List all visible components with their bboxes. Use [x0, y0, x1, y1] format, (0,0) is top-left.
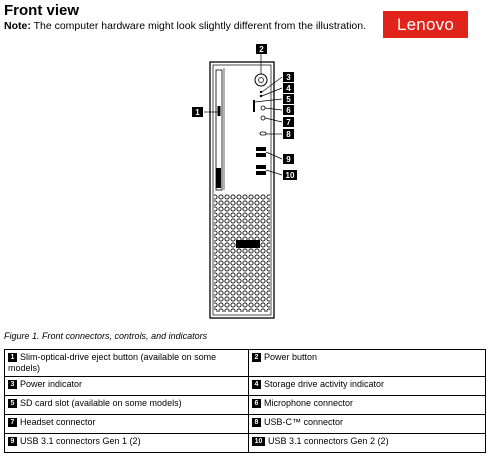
svg-text:10: 10: [285, 171, 295, 180]
connector-label: USB 3.1 connectors Gen 1 (2): [20, 436, 141, 446]
callout-number-badge: 5: [8, 399, 17, 408]
table-row: [5, 434, 486, 453]
callout-number-badge: 9: [8, 437, 17, 446]
svg-text:8: 8: [286, 130, 291, 139]
figure-caption: Figure 1. Front connectors, controls, and indicators: [4, 331, 208, 341]
page-title: Front view: [4, 2, 80, 19]
computer-front-svg: [170, 44, 310, 324]
usb-gen2-port-a: [256, 165, 266, 169]
callout-number-badge: 10: [252, 437, 265, 446]
callout-3: [283, 72, 294, 82]
table-cell: [249, 396, 486, 415]
callout-10: [283, 170, 297, 180]
note-line: [4, 20, 366, 32]
table-row: [5, 396, 486, 415]
table-cell: [5, 396, 249, 415]
table-cell: [5, 434, 249, 453]
note-text: The computer hardware might look slightly different from the illustration.: [30, 20, 367, 32]
callout-6: [283, 105, 294, 115]
callout-5: [283, 94, 294, 104]
callout-number-badge: 4: [252, 380, 261, 389]
table-cell: [5, 350, 249, 377]
table-cell: [249, 350, 486, 377]
connector-label: USB-C™ connector: [264, 417, 344, 427]
callout-1: [192, 107, 203, 117]
connector-label: SD card slot (available on some models): [20, 398, 182, 408]
connector-label: USB 3.1 connectors Gen 2 (2): [268, 436, 389, 446]
storage-indicator: [260, 95, 262, 97]
power-indicator: [260, 91, 262, 93]
callout-number-badge: 6: [252, 399, 261, 408]
connector-label: Power indicator: [20, 379, 83, 389]
callout-number-badge: 2: [252, 353, 261, 362]
svg-text:1: 1: [195, 108, 200, 117]
callout-number-badge: 8: [252, 418, 261, 427]
connector-label: Headset connector: [20, 417, 96, 427]
callout-number-badge: 1: [8, 353, 17, 362]
note-label: Note:: [4, 20, 31, 32]
usb-gen1-port-b: [256, 153, 266, 157]
table-cell: [5, 377, 249, 396]
ventilation-grille: [214, 194, 270, 312]
svg-text:7: 7: [286, 118, 291, 127]
case-brand-tag: [216, 168, 221, 188]
table-row: [5, 350, 486, 377]
svg-text:4: 4: [286, 84, 291, 93]
callout-8: [283, 129, 294, 139]
callout-4: [283, 83, 294, 93]
connector-label: Storage drive activity indicator: [264, 379, 385, 389]
usb-gen1-port-a: [256, 147, 266, 151]
callout-2: [256, 44, 267, 54]
sd-card-slot: [253, 100, 255, 112]
svg-text:9: 9: [286, 155, 291, 164]
table-cell: [249, 434, 486, 453]
table-cell: [249, 377, 486, 396]
optical-eject-button: [218, 106, 221, 116]
svg-text:2: 2: [259, 45, 264, 54]
connector-label: Slim-optical-drive eject button (available on some models): [8, 352, 217, 373]
lenovo-logo: Lenovo: [383, 11, 468, 38]
computer-front-illustration: [170, 44, 310, 324]
callout-number-badge: 7: [8, 418, 17, 427]
callout-9: [283, 154, 294, 164]
connectors-table: [4, 349, 486, 453]
callout-7: [283, 117, 294, 127]
svg-text:5: 5: [286, 95, 291, 104]
table-cell: [249, 415, 486, 434]
table-row: [5, 377, 486, 396]
grille-lenovo-badge: [236, 240, 260, 248]
svg-text:6: 6: [286, 106, 291, 115]
callout-number-badge: 3: [8, 380, 17, 389]
connector-label: Microphone connector: [264, 398, 354, 408]
svg-text:3: 3: [286, 73, 291, 82]
table-cell: [5, 415, 249, 434]
usb-gen2-port-b: [256, 171, 266, 175]
table-row: [5, 415, 486, 434]
connector-label: Power button: [264, 352, 318, 362]
